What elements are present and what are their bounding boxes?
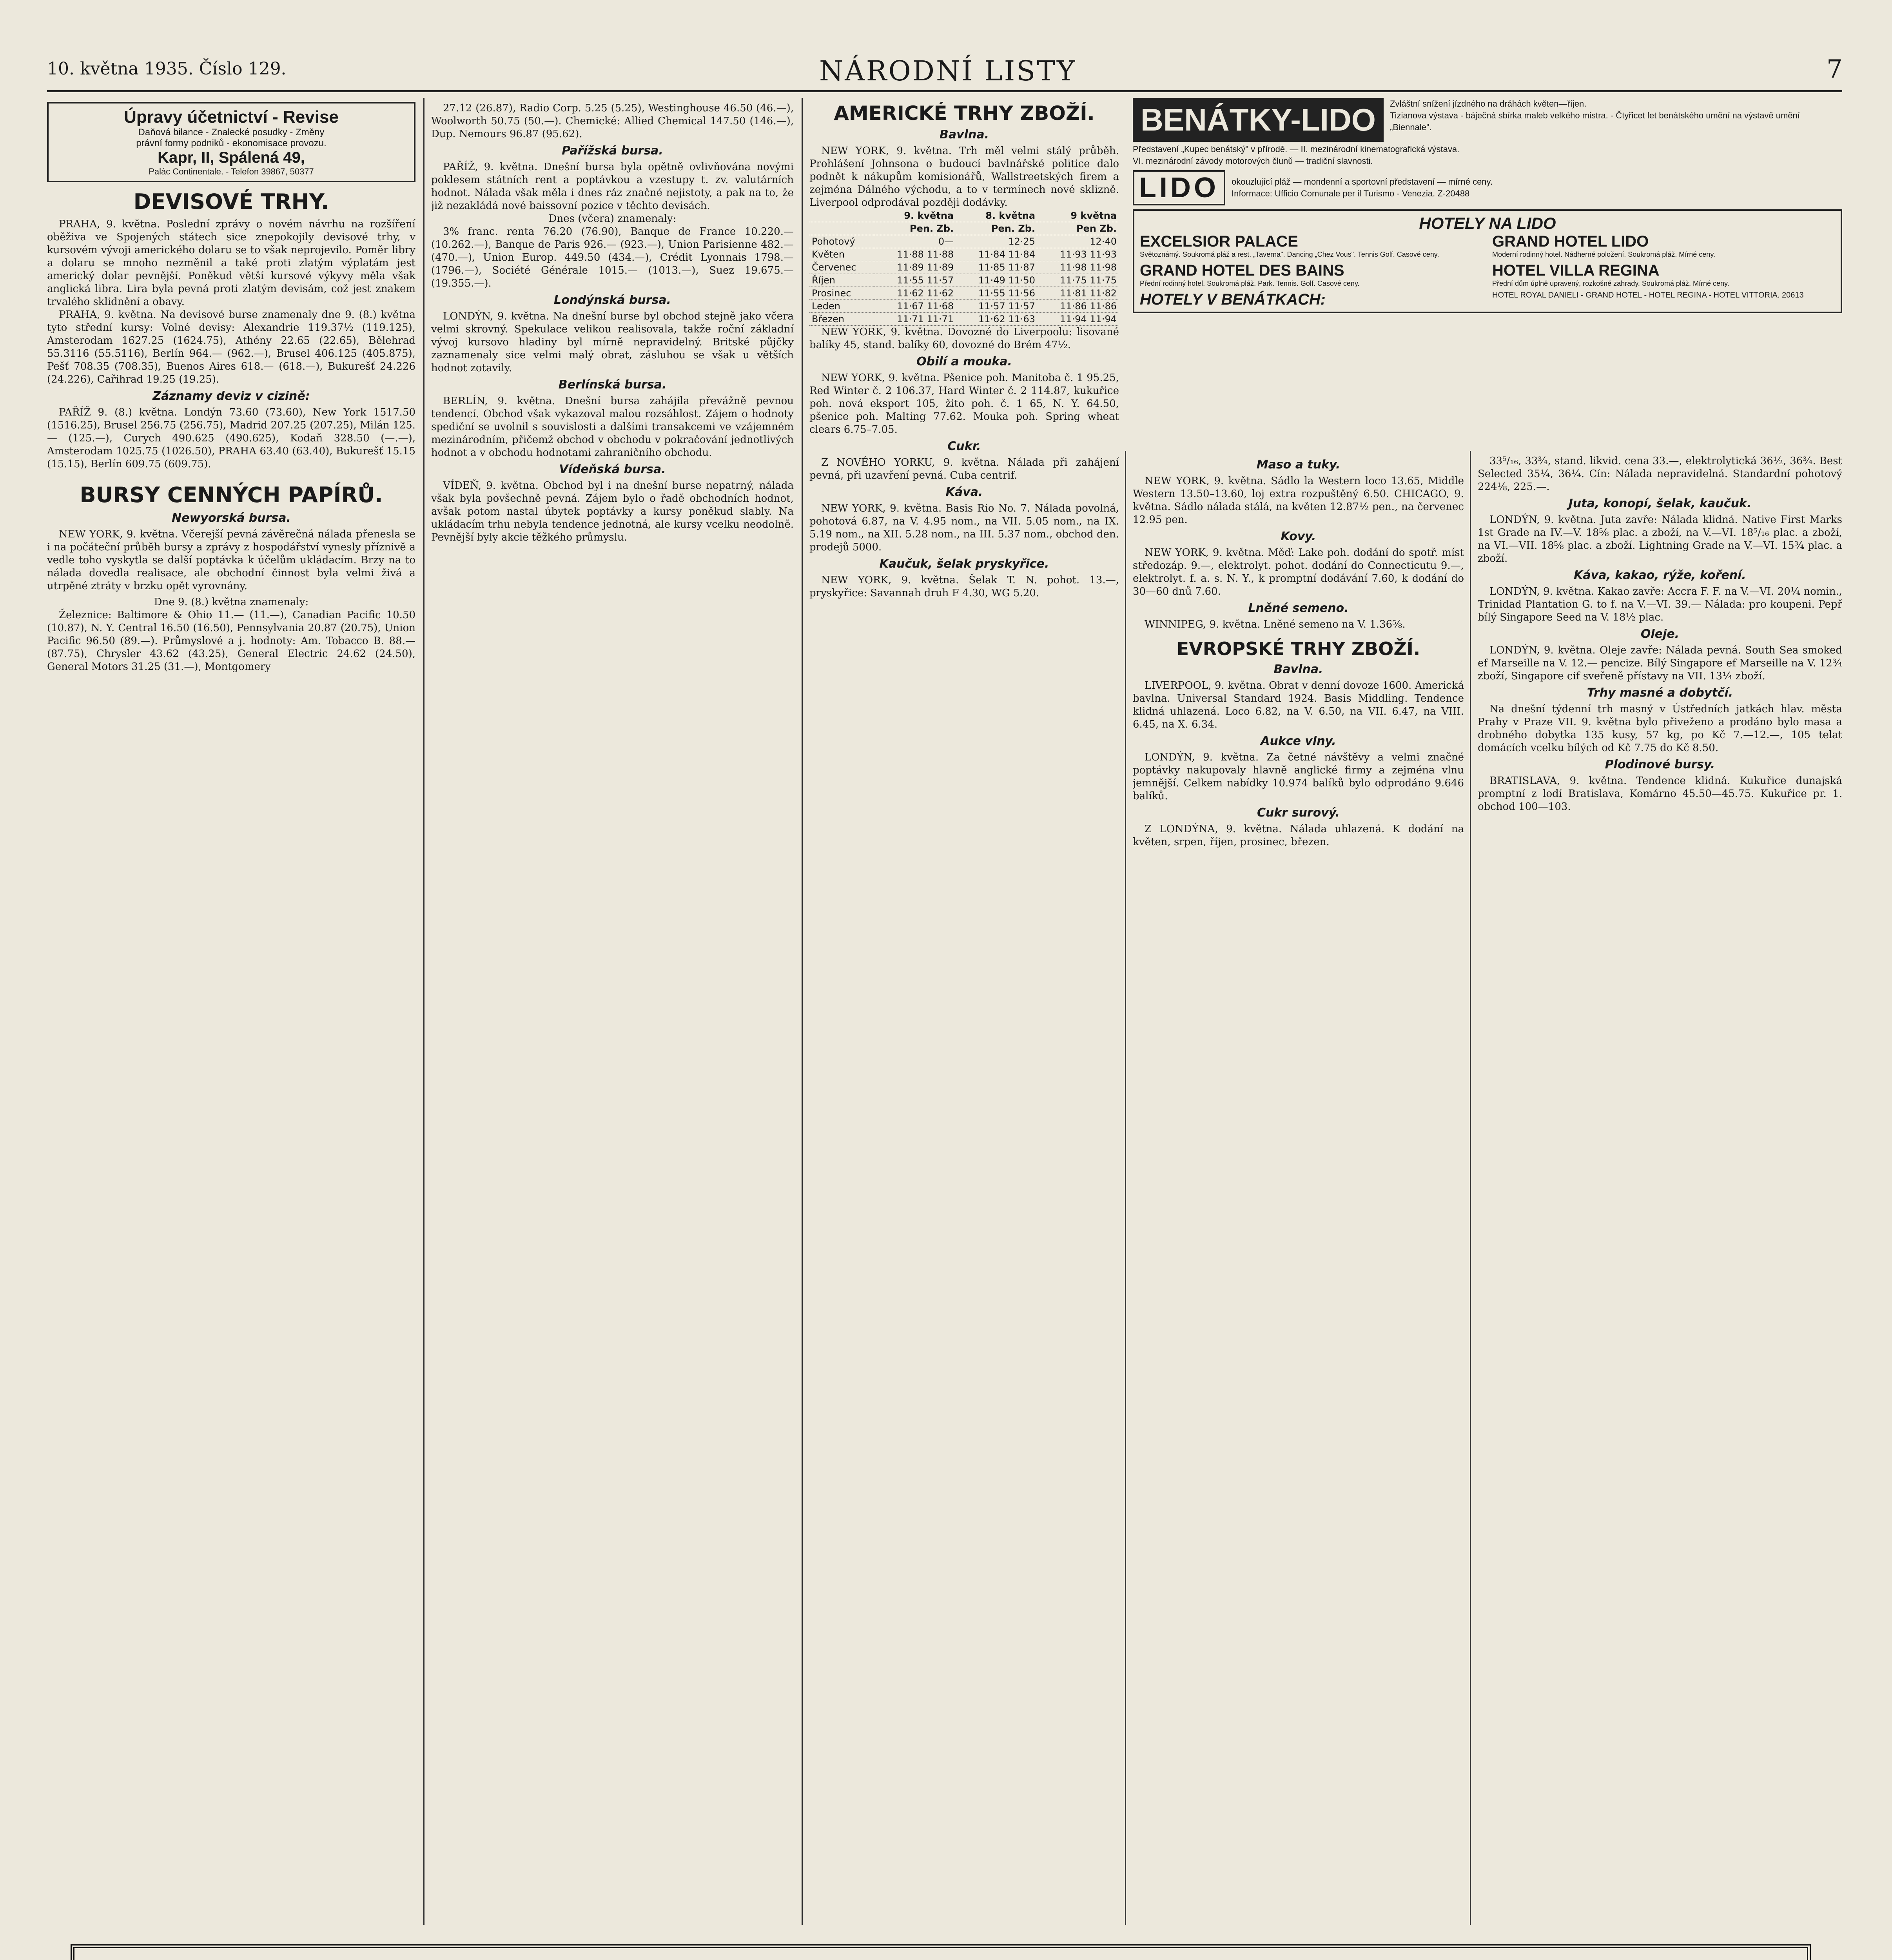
paragraph: NEW YORK, 9. května. Měď: Lake poh. dodání do spotř. míst středozáp. 9.—, elektrolyt. pohot. dodání do Connecticutu 9.—, elektrolyt. f. a. s. N. Y., k promptní dodávání 7.60, k dodání do 30—60 dnů 7.60.	[1133, 547, 1464, 597]
table-cell: 11·98 11·98	[1038, 261, 1119, 274]
paragraph: NEW YORK, 9. května. Pšenice poh. Manitoba č. 1 95.25, Red Winter č. 2 106.37, Hard Winter č. 2 114.87, kukuřice poh. nová eksport 105, žito poh. č. 1 65, N. Y. 64.50, pšenice poh. Malting 77.62. Mouka poh. Spring wheat clears 6.75–7.05.	[809, 372, 1119, 436]
paragraph: PAŘÍŽ, 9. května. Dnešní bursa byla opětně ovlivňována novými poklesem státních rent a poptávkou a vzestupy t. zv. valutárních hodnot. Nálada však měla i dnes ráz značné nejistoty, a pak na to, že již nezakládá nové baissovní pozice v těchto devisách.	[431, 161, 794, 212]
paragraph: NEW YORK, 9. května. Basis Rio No. 7. Nálada povolná, pohotová 6.87, na V. 4.95 nom., na VII. 5.05 nom., na IX. 5.19 nom., na XII. 5.28 nom., na III. 5.37 nom., obchod den. prodejů 5000.	[809, 503, 1119, 553]
hotels-venice-list: HOTEL ROYAL DANIELI - GRAND HOTEL - HOTEL REGINA - HOTEL VITTORIA. 20613	[1492, 291, 1804, 299]
revise-title: Úpravy účetnictví - Revise	[124, 107, 339, 127]
table-cell: 0—	[874, 235, 956, 248]
subsection-title: Káva, kakao, rýže, koření.	[1574, 568, 1746, 582]
paragraph: Z NOVÉHO YORKU, 9. května. Nálada při zahájení pevná, při uzavření pevná. Cuba centrif.	[809, 457, 1119, 481]
subsection-title: Newyorská bursa.	[172, 511, 291, 525]
paragraph: Z LONDÝNA, 9. května. Nálada uhlazená. K dodání na květen, srpen, říjen, prosinec, březen.	[1133, 823, 1464, 848]
table-header-row	[809, 209, 1119, 222]
table-cell: Pohotový	[809, 235, 874, 248]
subsection-title: Maso a tuky.	[1256, 458, 1341, 472]
table-cell: Říjen	[809, 274, 874, 287]
table-row	[809, 248, 1119, 261]
header-rule	[47, 90, 1842, 92]
paragraph: LONDÝN, 9. května. Kakao zavře: Accra F. F. na V.—VI. 20¼ nomin., Trinidad Plantation G. to f. na V.—VI. 39.— Nálada: pro koupeni. Pepř bílý Singapore Seed na V. 18½ plac.	[1478, 586, 1842, 623]
table-cell: 11·57 11·57	[956, 300, 1038, 313]
section-title: DEVISOVÉ TRHY.	[133, 189, 329, 214]
paragraph: VÍDEŇ, 9. května. Obchod byl i na dnešní burse nepatrný, nálada však byla povšechně pevná. Zájem bylo o řadě obchodních hodnot, avšak potom nastal úbytek poptávky a kursy poněkud slably. Na ukládacím trhu nebyla tendence jednotná, ale kursy vcelku neodolně. Pevnější byly akcie těžkého průmyslu.	[431, 480, 794, 543]
benatky-line: Zvláštní snížení jízdného na dráhách květen—říjen.	[1390, 99, 1587, 109]
table-header-cell	[809, 209, 874, 222]
paragraph: NEW YORK, 9. května. Trh měl velmi stálý průběh. Prohlášení Johnsona o budoucí bavlnářské politice dalo podnět k nákupům komisionářů, Wallstreetských firem a zejména Dálného východu, a to v termínech nové sklizně. Liverpool odprodával později dodávky.	[809, 145, 1119, 209]
subsection-title: Cukr.	[947, 439, 981, 453]
benatky-line: VI. mezinárodní závody motorových člunů — tradiční slavnosti.	[1133, 156, 1373, 166]
table-cell: 11·67 11·68	[874, 300, 956, 313]
table-cell: 11·81 11·82	[1038, 287, 1119, 300]
revise-ad	[47, 102, 415, 182]
paragraph: 27.12 (26.87), Radio Corp. 5.25 (5.25), Westinghouse 46.50 (46.—), Woolworth 50.75 (50.—). Chemické: Allied Chemical 147.50 (146.—), Dup. Nemours 96.87 (95.62).	[431, 102, 794, 140]
column-4	[1133, 455, 1464, 1925]
paragraph: BERLÍN, 9. května. Dnešní bursa zahájila převážně pevnou tendencí. Obchod však vykazoval malou rozsáhlost. Zájem o hodnoty spediční se uvolnil s souvislosti a dalšími transakcemi ve vzájemném mezinárodním, přičemž obchod v obchodu v pokračování jednotlivých hodnot a v obchodu hodnotami zahraničního obchodu.	[431, 395, 794, 459]
revise-address: Palác Continentale. - Telefon 39867, 50377	[149, 167, 314, 176]
page-number: 7	[1827, 55, 1843, 84]
table-cell: 11·55 11·56	[956, 287, 1038, 300]
section-title: AMERICKÉ TRHY ZBOŽÍ.	[834, 102, 1095, 125]
subsection-title: Obilí a mouka.	[916, 355, 1012, 368]
revise-line: Daňová bilance - Znalecké posudky - Změny	[138, 127, 325, 138]
paragraph: NEW YORK, 9. května. Sádlo la Western loco 13.65, Middle Western 13.50–13.60, loj extra rozpuštěný 6.50. CHICAGO, 9. května. Sádlo nálada stálá, na květen 12.87½ pen., na červenec 12.95 pen.	[1133, 475, 1464, 526]
subsection-title: Oleje.	[1640, 627, 1680, 641]
section-title: EVROPSKÉ TRHY ZBOŽÍ.	[1176, 638, 1420, 659]
hotel-name: EXCELSIOR PALACE	[1140, 233, 1298, 250]
table-cell: 11·84 11·84	[956, 248, 1038, 261]
paragraph: PRAHA, 9. května. Poslední zprávy o novém návrhu na rozšíření oběživa ve Spojených státech sice znepokojily devisové trhy, v kursovém vývoji amerického dolaru se to však neprojevilo. Poměr libry a dolaru se mnoho nezměnil a také proti zlatým výplatám jest americký dolar pevnější. Poněkud větší kursové výkyvy měla však anglická libra. Lira byla pevná proti zlatým devisám, což jest znakem trvalého sklidnění a obavy.	[47, 218, 415, 308]
revise-line: právní formy podniků - ekonomisace provozu.	[136, 138, 327, 149]
hotel-name: GRAND HOTEL DES BAINS	[1140, 262, 1344, 279]
lido-line: okouzlující pláž — mondenní a sportovní představení — mírné ceny.	[1231, 177, 1493, 187]
table-cell: 11·89 11·89	[874, 261, 956, 274]
table-cell: Leden	[809, 300, 874, 313]
issue-date: 10. května 1935. Číslo 129.	[47, 59, 287, 79]
subsection-title: Pařížská bursa.	[562, 144, 663, 158]
table-cell: Červenec	[809, 261, 874, 274]
table-subheader-cell: Pen. Zb.	[956, 222, 1038, 235]
subsection-title: Aukce vlny.	[1261, 734, 1336, 748]
hotels-venice-title: HOTELY V BENÁTKACH:	[1140, 291, 1326, 308]
hotels-title: HOTELY NA LIDO	[1419, 214, 1556, 232]
column-divider	[1125, 451, 1126, 1925]
obituary-notice	[71, 1944, 1811, 1960]
table-subheader-cell: Pen Zb.	[1038, 222, 1119, 235]
paragraph: BRATISLAVA, 9. května. Tendence klidná. Kukuřice dunajská promptní z lodí Bratislava, Komárno 45.50—45.75. Kukuřice pr. 1. obchod 100—103.	[1478, 775, 1842, 813]
article-text	[47, 218, 415, 386]
paragraph: PAŘÍŽ 9. (8.) května. Londýn 73.60 (73.60), New York 1517.50 (1516.25), Brusel 256.75 (256.75), Madrid 207.25 (207.25), Milán 125.— (125.—), Curych 490.625 (490.625), Kodaň 328.50 (—.—), Amsterodam 1025.75 (1026.50), PRAHA 63.40 (63.40), Bukurešť 15.15 (15.15), Berlín 609.75 (609.75).	[47, 407, 415, 470]
table-cell: 11·94 11·94	[1038, 313, 1119, 326]
subsection-title: Záznamy deviz v cizině:	[152, 389, 310, 403]
table-header-cell: 8. května	[956, 209, 1038, 222]
table-cell: 12·25	[956, 235, 1038, 248]
section-title: BURSY CENNÝCH PAPÍRŮ.	[80, 483, 383, 507]
table-cell: Prosinec	[809, 287, 874, 300]
table-header-cell: 9 května	[1038, 209, 1119, 222]
table-cell: 11·71 11·71	[874, 313, 956, 326]
hotel-desc: Moderní rodinný hotel. Nádherné položení. Soukromá pláž. Mírné ceny.	[1492, 250, 1715, 258]
column-divider	[423, 98, 424, 1925]
column-divider	[1470, 451, 1471, 1925]
subsection-title: Trhy masné a dobytčí.	[1587, 686, 1733, 700]
subsection-title: Londýnská bursa.	[553, 293, 671, 307]
hotel-name: GRAND HOTEL LIDO	[1492, 233, 1649, 250]
table-cell: 11·49 11·50	[956, 274, 1038, 287]
column-5	[1478, 455, 1842, 1925]
table-cell: 11·93 11·93	[1038, 248, 1119, 261]
cotton-table	[809, 209, 1119, 326]
column-2	[431, 102, 794, 1925]
benatky-lines	[1390, 98, 1842, 133]
table-row	[809, 261, 1119, 274]
paragraph: LONDÝN, 9. května. Oleje zavře: Nálada pevná. South Sea smoked ef Marseille na V. 12.— pencize. Bílý Singapore ef Marseille na V. 12¾ zboží, Singapore cif sveřeně přístavy na VII. 13¼ zboží.	[1478, 644, 1842, 682]
subsection-title: Bavlna.	[940, 128, 989, 142]
benatky-lido-ad	[1133, 98, 1842, 443]
table-header-cell: 9. května	[874, 209, 956, 222]
paragraph: Železnice: Baltimore & Ohio 11.— (11.—), Canadian Pacific 10.50 (10.87), N. Y. Central 16.50 (16.50), Pennsylvania 20.87 (20.75), Union Pacific 96.50 (89.—). Průmyslové a j. hodnoty: Am. Tobacco B. 88.— (87.75), Chrysler 43.62 (43.25), General Electric 24.62 (24.50), General Motors 31.25 (31.—), Montgomery	[47, 609, 415, 673]
paragraph: LIVERPOOL, 9. května. Obrat v denní dovoze 1600. Americká bavlna. Universal Standard 1924. Basis Middling. Tendence klidná uhlazená. Loco 6.82, na V. 6.50, na VII. 6.47, na VIII. 6.45, na X. 6.34.	[1133, 680, 1464, 730]
table-cell: Březen	[809, 313, 874, 326]
benatky-title: BENÁTKY-LIDO	[1133, 98, 1384, 142]
benatky-line: Tizianova výstava - báječná sbírka maleb velkého mistra. - Čtyřicet let benátského umění na výstavě umění „Biennale".	[1390, 111, 1800, 132]
paragraph: NEW YORK, 9. května. Včerejší pevná závěrečná nálada přenesla se i na počáteční průběh bursy a zprávy z hospodářství vynesly příznivě a vedle toho vyskytla se další poptávka k účelům ukládacím. Brzy na to nálada dovedla realisace, ale obchodní činnost byla velmi živá a utrpěné ztráty v brzku opět vyrovnány.	[47, 528, 415, 592]
table-cell: 12·40	[1038, 235, 1119, 248]
table-row	[809, 287, 1119, 300]
lido-word: LIDO	[1133, 170, 1225, 205]
benatky-line: Představení „Kupec benátský" v přírodě. — II. mezinárodní kinematografická výstava.	[1133, 144, 1460, 154]
paragraph: LONDÝN, 9. května. Na dnešní burse byl obchod stejně jako včera velmi skrovný. Spekulace velikou realisovala, takže roční základní vývoj kursovo hladiny byl mírně nepravidelný. Britské půjčky zaznamenaly sice velmi malý obrat, zásluhou se však u větších hodnot zotavily.	[431, 310, 794, 374]
hotel-desc: Světoznámý. Soukromá pláž a rest. „Taverna". Dancing „Chez Vous". Tennis Golf. Casové ceny.	[1140, 250, 1439, 258]
paragraph: NEW YORK, 9. května. Dovozné do Liverpoolu: lisované balíky 45, stand. balíky 60, dovozné do Brém 47½.	[809, 326, 1119, 351]
subsection-title: Berlínská bursa.	[558, 378, 667, 392]
table-cell: 11·55 11·57	[874, 274, 956, 287]
column-1	[47, 102, 415, 1925]
table-cell: 11·86 11·86	[1038, 300, 1119, 313]
table-row	[809, 235, 1119, 248]
subsection-title: Kaučuk, šelak pryskyřice.	[879, 557, 1049, 571]
table-cell: 11·62 11·62	[874, 287, 956, 300]
column-divider	[802, 98, 803, 1925]
hotel-desc: Přední rodinný hotel. Soukromá pláž. Park. Tennis. Golf. Casové ceny.	[1140, 279, 1360, 287]
subsection-title: Plodinové bursy.	[1605, 758, 1715, 771]
table-row	[809, 300, 1119, 313]
paragraph: NEW YORK, 9. května. Šelak T. N. pohot. 13.—, pryskyřice: Savannah druh F 4.30, WG 5.20.	[809, 574, 1119, 599]
subsection-title: Lněné semeno.	[1248, 601, 1349, 615]
hotel-desc: Přední dům úplně upravený, rozkošné zahrady. Soukromá pláž. Mírné ceny.	[1492, 279, 1729, 287]
label: Dnes (včera) znamenaly:	[548, 213, 677, 225]
table-row	[809, 313, 1119, 326]
masthead-title: NÁRODNÍ LISTY	[819, 55, 1077, 87]
hotels-box	[1133, 209, 1842, 313]
subsection-title: Káva.	[945, 485, 983, 499]
paragraph: PRAHA, 9. května. Na devisové burse znamenaly dne 9. (8.) května tyto střední kursy: Volné devisy: Alexandrie 119.37½ (119.125), Amsterodam 1627.25 (1624.75), Athény 22.65 (22.65), Bělehrad 55.3116 (55.5116), Berlín 964.— (962.—), Brusel 406.125 (405.875), Pešť 708.35 (708.35), Buenos Aires 618.— (618.—), Bukurešť 24.226 (24.226), Cařihrad 19.25 (19.25).	[47, 309, 415, 385]
subsection-title: Cukr surový.	[1257, 806, 1340, 820]
table-cell: 11·85 11·87	[956, 261, 1038, 274]
table-cell: 11·88 11·88	[874, 248, 956, 261]
subsection-title: Kovy.	[1281, 530, 1316, 543]
subsection-title: Juta, konopí, šelak, kaučuk.	[1568, 497, 1752, 510]
table-subheader-cell: Pen. Zb.	[874, 222, 956, 235]
paragraph: LONDÝN, 9. května. Za četné návštěvy a velmi značné poptávky nakupovaly hlavně anglické firmy a zejména vlnu jemnější. Celkem nabídky 10.974 balíků bylo odprodáno 9.646 balíků.	[1133, 751, 1464, 802]
table-cell: 11·62 11·63	[956, 313, 1038, 326]
subsection-title: Vídeňská bursa.	[559, 463, 666, 476]
table-subheader-cell	[809, 222, 874, 235]
lido-line: Informace: Ufficio Comunale per il Turismo - Venezia. Z-20488	[1231, 189, 1470, 198]
revise-name: Kapr, II, Spálená 49,	[158, 149, 305, 166]
table-cell: Květen	[809, 248, 874, 261]
label: Dne 9. (8.) května znamenaly:	[154, 596, 309, 608]
hotel-name: HOTEL VILLA REGINA	[1492, 262, 1660, 279]
table-cell: 11·75 11·75	[1038, 274, 1119, 287]
paragraph: WINNIPEG, 9. května. Lněné semeno na V. 1.36⅝.	[1145, 619, 1406, 630]
paragraph: LONDÝN, 9. května. Juta zavře: Nálada klidná. Native First Marks 1st Grade na IV.—V. 18⅝ plac. a zboží, na V.—VI. 18⁵/₁₆ plac. a zboží, na VI.—VII. 18⅝ plac. a zboží. Lightning Grade na V.—VI. 15¾ plac. a zboží.	[1478, 514, 1842, 564]
paragraph: 33⁵/₁₆, 33¾, stand. likvid. cena 33.—, elektrolytická 36½, 36¾. Best Selected 35¼, 36¼. Cín: Nálada nepravidelná. Standardní pohotový 224⅛, 225.—.	[1478, 455, 1842, 493]
paragraph: Na dnešní týdenní trh masný v Ústředních jatkách hlav. města Prahy v Praze VII. 9. května bylo přiveženo a prodáno bylo masa a drobného dobytka 135 kusy, 57 kg, po Kč 7.—12.—, 105 telat domácích vcelku bílých od Kč 7.75 do Kč 8.50.	[1478, 703, 1842, 754]
paragraph: 3% franc. renta 76.20 (76.90), Banque de France 10.220.— (10.262.—), Banque de Paris 926.— (923.—), Union Parisienne 482.— (470.—), Union Europ. 449.50 (434.—), Crédit Lyonnais 1798.— (1796.—), Société Générale 1015.— (1013.—), Suez 19.675.— (19.355.—).	[431, 226, 794, 289]
table-subheader-row	[809, 222, 1119, 235]
table-row	[809, 274, 1119, 287]
subsection-title: Bavlna.	[1273, 662, 1323, 676]
column-3	[809, 102, 1119, 1925]
